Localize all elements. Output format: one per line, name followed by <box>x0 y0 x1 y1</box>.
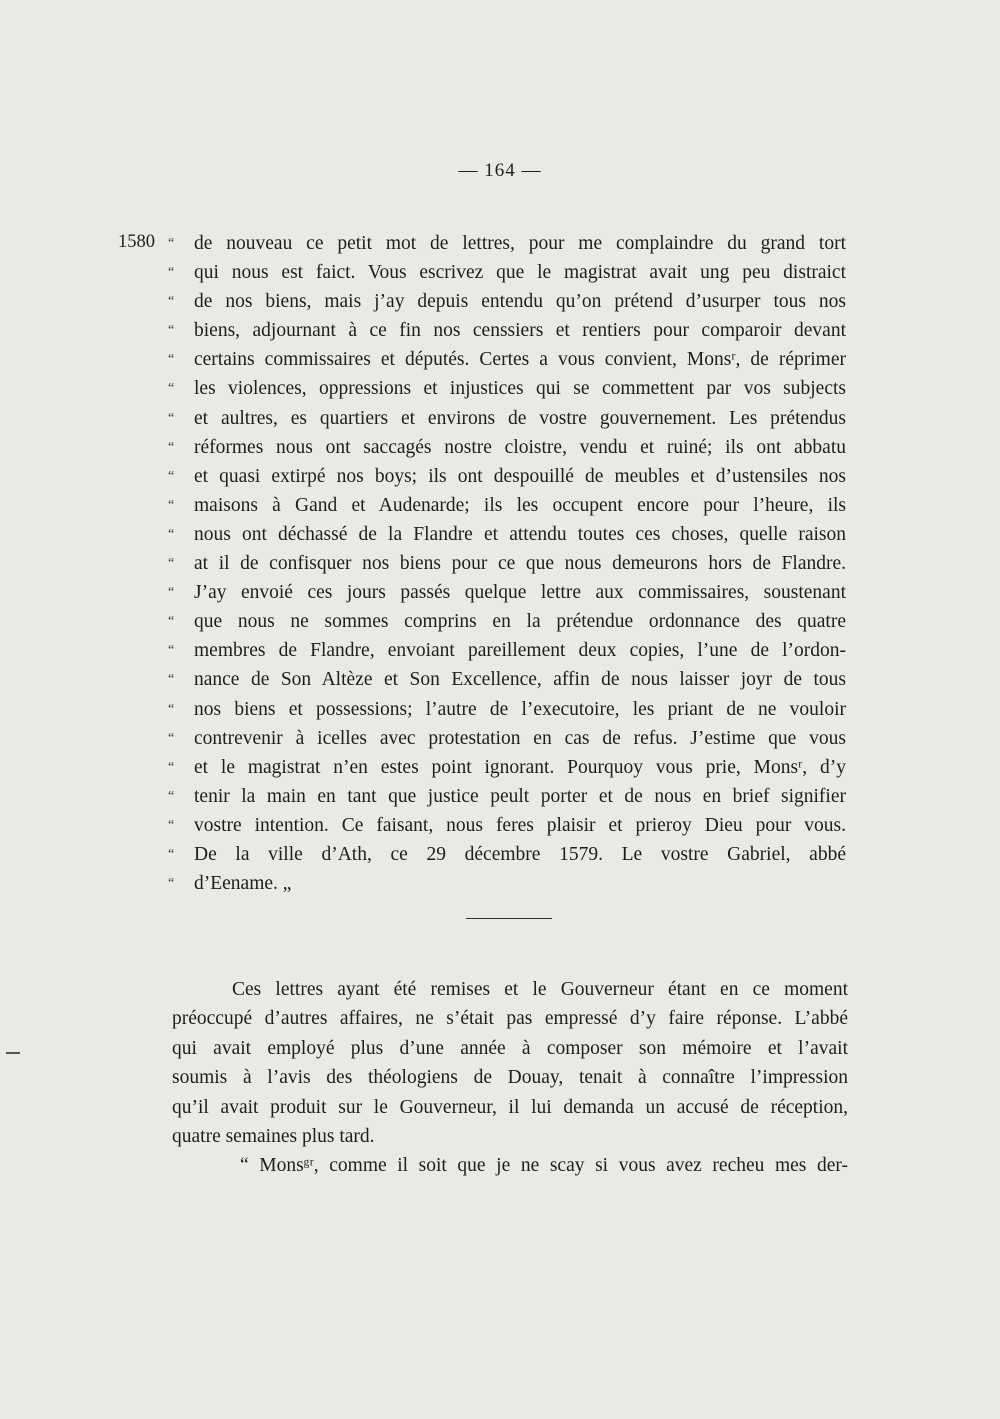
quote-mark: “ <box>168 788 175 804</box>
quote-mark: “ <box>168 643 175 659</box>
text-line: “ et le magistrat n’en estes point ignorant. Pourquoy vous prie, Monsʳ, d’y <box>168 753 846 782</box>
text-line: “ nos biens et possessions; l’autre de l’executoire, les priant de ne vouloir <box>168 695 846 724</box>
text-line: “ at il de confisquer nos biens pour ce que nous demeurons hors de Flandre. <box>168 549 846 578</box>
text-line: qui avait employé plus d’une année à composer son mémoire et l’avait <box>172 1037 848 1059</box>
quote-mark: “ <box>168 381 175 397</box>
quote-mark: “ <box>168 846 175 862</box>
quote-mark: “ <box>168 439 175 455</box>
text-line: “ de nos biens, mais j’ay depuis entendu qu’on prétend d’usurper tous nos <box>168 287 846 316</box>
quote-mark: “ <box>168 526 175 542</box>
quote-mark: “ <box>168 352 175 368</box>
quote-mark: “ <box>168 817 175 833</box>
quote-mark: “ <box>168 468 175 484</box>
text-line: “ biens, adjournant à ce fin nos censsiers et rentiers pour comparoir devant <box>168 316 846 345</box>
quote-mark: “ <box>168 672 175 688</box>
text-line: “ De la ville d’Ath, ce 29 décembre 1579. Le vostre Gabriel, abbé <box>168 840 846 869</box>
quoted-letter <box>168 229 846 898</box>
text-line: quatre semaines plus tard. <box>172 1125 375 1147</box>
margin-mark <box>6 1052 20 1054</box>
quote-mark: “ <box>168 730 175 746</box>
text-line: “ nous ont déchassé de la Flandre et attendu toutes ces choses, quelle raison <box>168 520 846 549</box>
text-line: “ les violences, oppressions et injustices qui se commettent par vos subjects <box>168 374 846 403</box>
quote-mark: “ <box>168 265 175 281</box>
text-line: “ et quasi extirpé nos boys; ils ont despouillé de meubles et d’ustensiles nos <box>168 462 846 491</box>
body-paragraph <box>172 975 848 1181</box>
quote-mark: “ <box>168 759 175 775</box>
quote-mark: “ <box>168 497 175 513</box>
text-line: “ qui nous est faict. Vous escrivez que le magistrat avait ung peu distraict <box>168 258 846 287</box>
section-divider <box>466 918 552 919</box>
quote-mark: “ <box>168 701 175 717</box>
text-line: “ réformes nous ont saccagés nostre cloistre, vendu et ruiné; ils ont abbatu <box>168 433 846 462</box>
text-line: “ Monsᵍʳ, comme il soit que je ne scay si vous avez recheu mes der- <box>240 1155 848 1177</box>
quote-mark: “ <box>168 323 175 339</box>
text-line: soumis à l’avis des théologiens de Douay, tenait à connaître l’impression <box>172 1067 848 1089</box>
margin-year: 1580 <box>118 232 155 252</box>
page-number: — 164 — <box>458 160 542 181</box>
text-line: “ d’Eename. „ <box>168 869 846 898</box>
text-line: “ J’ay envoié ces jours passés quelque lettre aux commissaires, soustenant <box>168 578 846 607</box>
text-line: “ vostre intention. Ce faisant, nous feres plaisir et prieroy Dieu pour vous. <box>168 811 846 840</box>
text-line: préoccupé d’autres affaires, ne s’était pas empressé d’y faire réponse. L’abbé <box>172 1008 848 1030</box>
quote-mark: “ <box>168 556 175 572</box>
text-line: “ maisons à Gand et Audenarde; ils les occupent encore pour l’heure, ils <box>168 491 846 520</box>
text-line: “ membres de Flandre, envoiant pareillement deux copies, l’une de l’ordon- <box>168 636 846 665</box>
text-line: “ certains commissaires et députés. Certes a vous convient, Monsʳ, de réprimer <box>168 345 846 374</box>
quote-mark: “ <box>168 410 175 426</box>
text-line: “ que nous ne sommes comprins en la prétendue ordonnance des quatre <box>168 607 846 636</box>
quote-mark: “ <box>168 294 175 310</box>
quote-mark: “ <box>168 585 175 601</box>
quote-mark: “ <box>168 876 175 892</box>
text-line: qu’il avait produit sur le Gouverneur, il lui demanda un accusé de réception, <box>172 1096 848 1118</box>
text-line: “ de nouveau ce petit mot de lettres, pour me complaindre du grand tort <box>168 229 846 258</box>
text-line: “ contrevenir à icelles avec protestation en cas de refus. J’estime que vous <box>168 724 846 753</box>
text-line: “ nance de Son Altèze et Son Excellence, affin de nous laisser joyr de tous <box>168 665 846 694</box>
text-line: Ces lettres ayant été remises et le Gouverneur étant en ce moment <box>232 979 848 1000</box>
quote-mark: “ <box>168 614 175 630</box>
text-line: “ et aultres, es quartiers et environs de vostre gouvernement. Les prétendus <box>168 404 846 433</box>
quote-mark: “ <box>168 236 175 251</box>
text-line: “ tenir la main en tant que justice peult porter et de nous en brief signifier <box>168 782 846 811</box>
